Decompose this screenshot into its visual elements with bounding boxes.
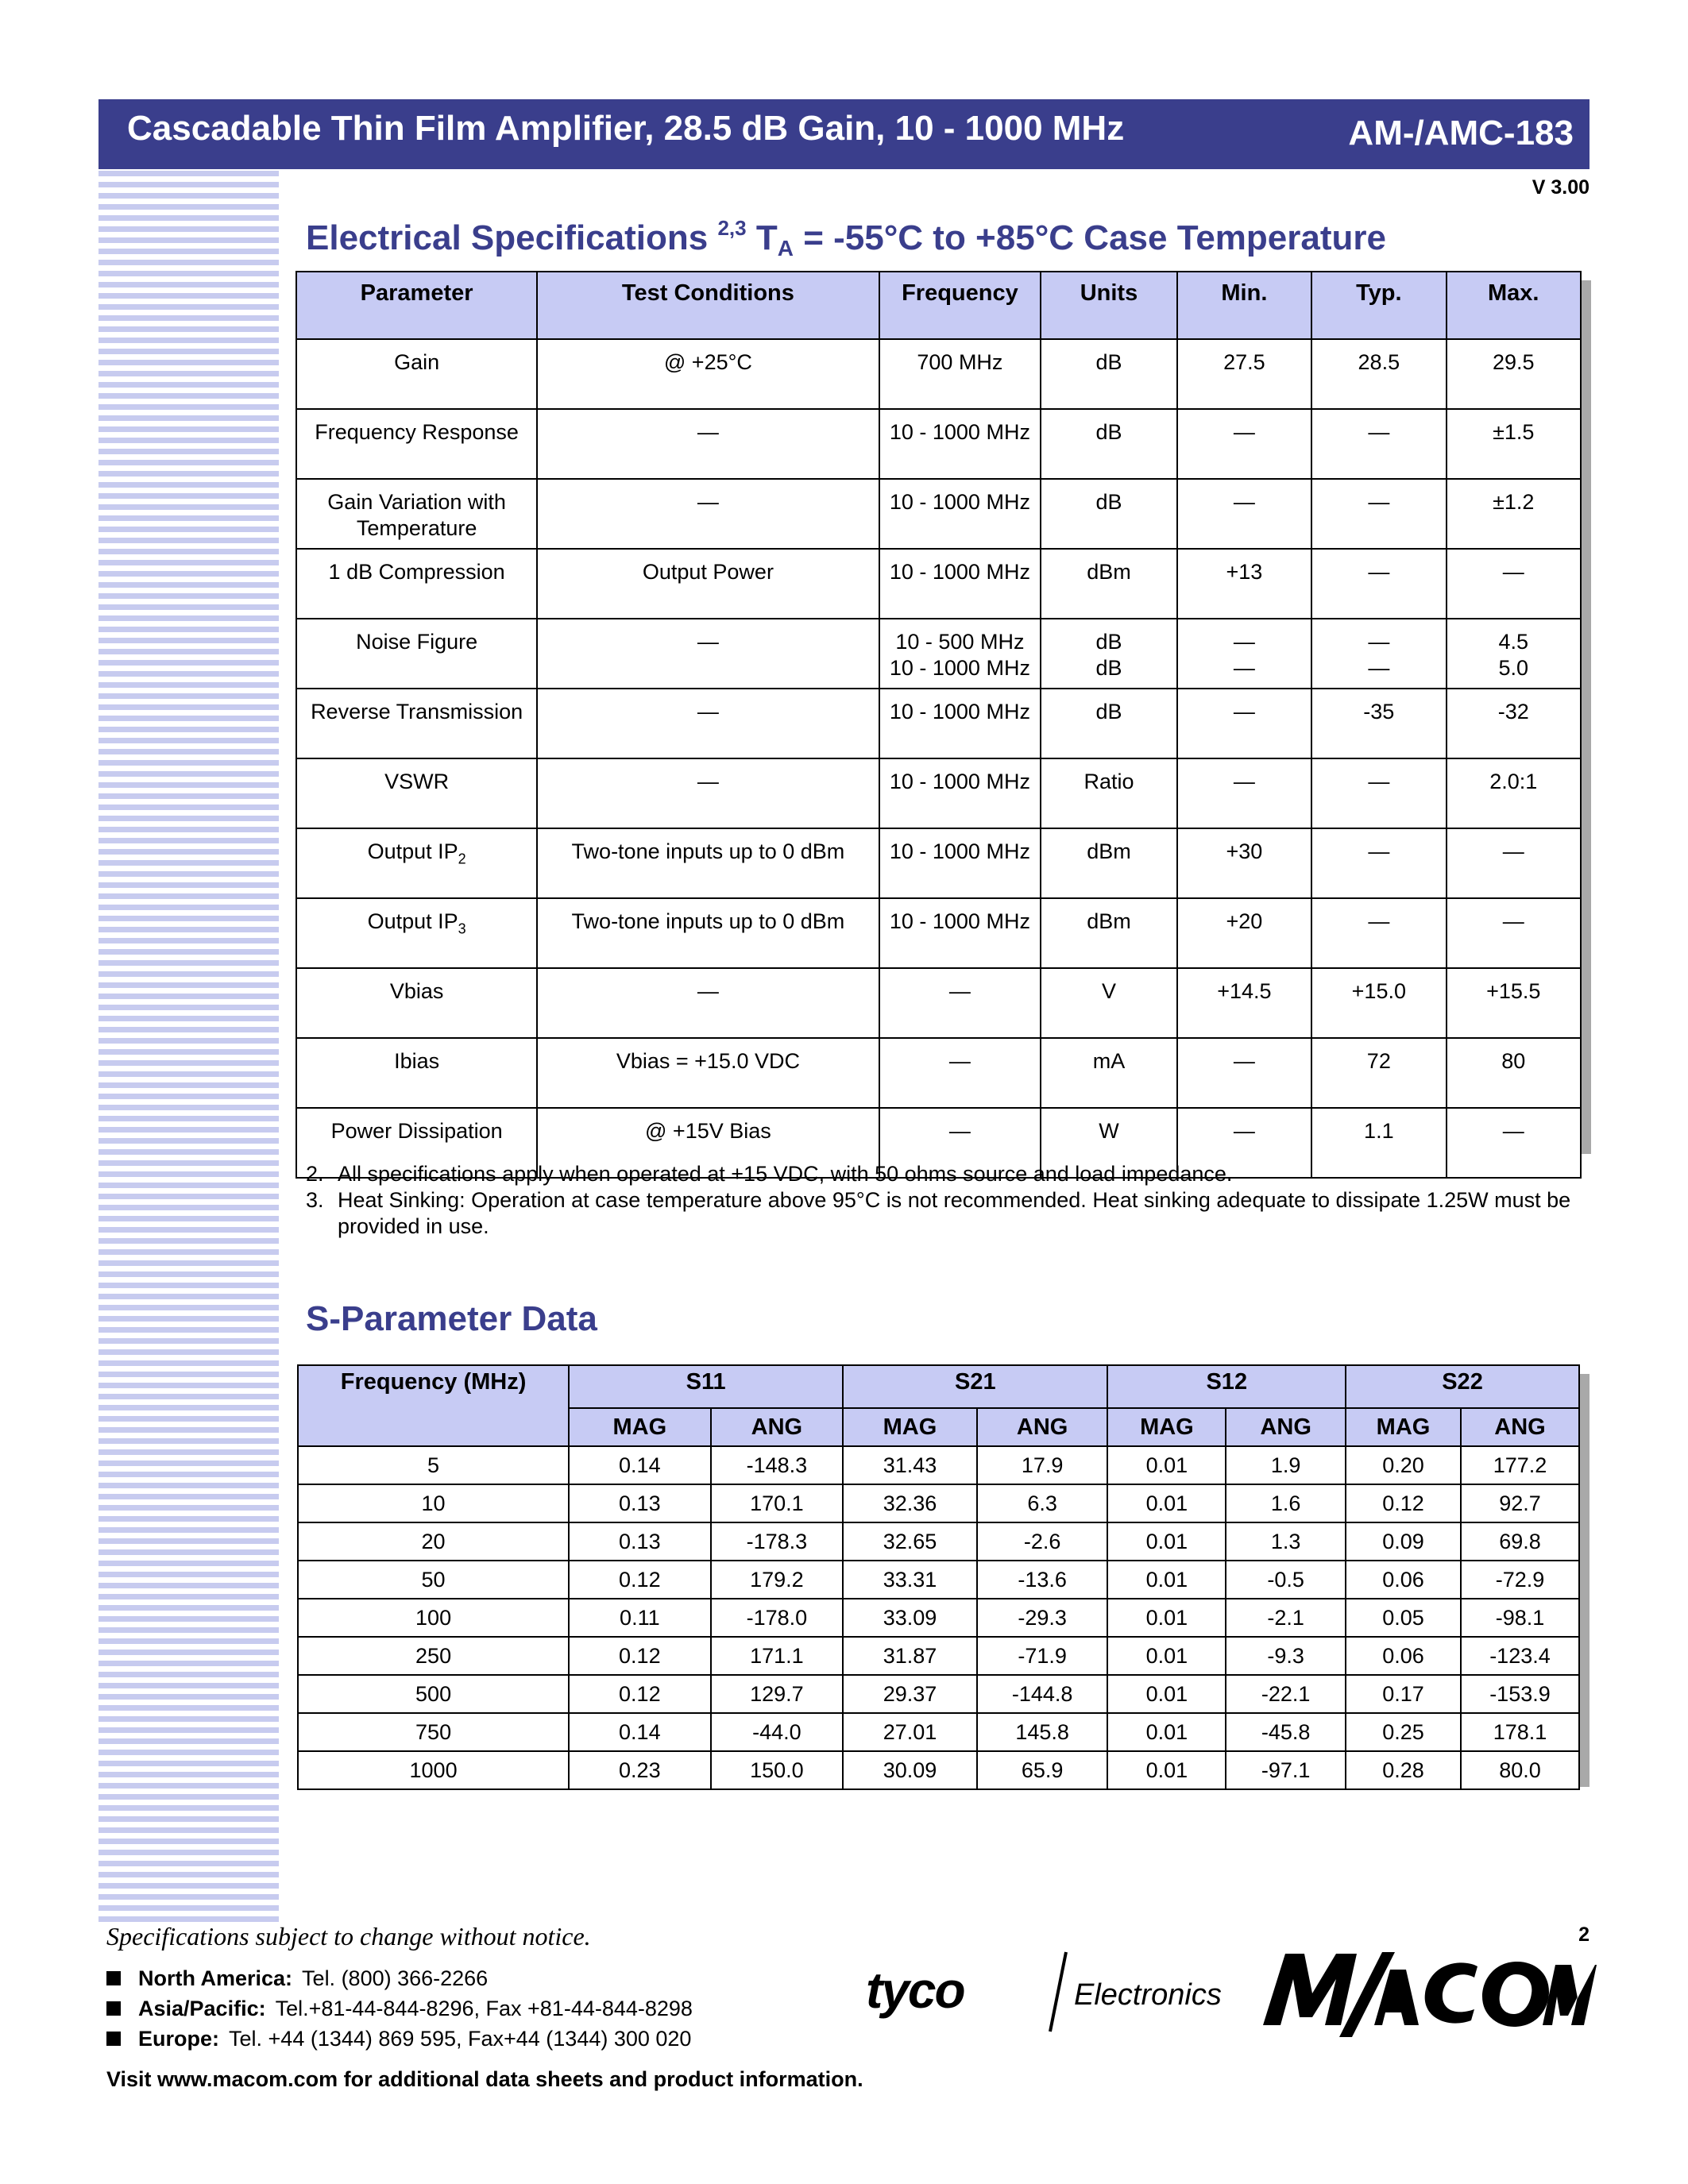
sparam-cell: 177.2 bbox=[1461, 1446, 1579, 1484]
col-header-mag: MAG bbox=[843, 1408, 977, 1446]
sparam-cell: 0.01 bbox=[1107, 1751, 1226, 1789]
sparam-cell: 179.2 bbox=[711, 1561, 844, 1599]
col-header-mag: MAG bbox=[1346, 1408, 1461, 1446]
table-row bbox=[298, 1599, 1579, 1637]
frequency-cell: 250 bbox=[298, 1637, 569, 1675]
table-row: Power Dissipation @ +15V Bias — W — 1.1 — bbox=[296, 1108, 1581, 1178]
col-header-typ: Typ. bbox=[1311, 272, 1446, 339]
col-header-mag: MAG bbox=[1107, 1408, 1226, 1446]
page-number: 2 bbox=[1578, 1924, 1590, 1946]
electrical-spec-title: Electrical Specifications $^{2,3}$ $T_A = -55^\circ C$ to +85°C Case Temperature bbox=[306, 216, 1386, 260]
table-row: VSWR — 10 - 1000 MHz Ratio — — 2.0:1 bbox=[296, 758, 1581, 828]
sparam-cell: 27.01 bbox=[843, 1713, 977, 1751]
col-header-ang: ANG bbox=[1226, 1408, 1346, 1446]
col-header-min: Min. bbox=[1177, 272, 1311, 339]
sparam-cell: -2.1 bbox=[1226, 1599, 1346, 1637]
sparam-cell: -29.3 bbox=[977, 1599, 1108, 1637]
sparam-cell: -98.1 bbox=[1461, 1599, 1579, 1637]
sparam-cell: 29.37 bbox=[843, 1675, 977, 1713]
sparam-cell: 0.12 bbox=[569, 1637, 710, 1675]
sparam-table-body bbox=[298, 1446, 1579, 1789]
frequency-cell: 50 bbox=[298, 1561, 569, 1599]
sparam-cell: 0.01 bbox=[1107, 1599, 1226, 1637]
contact-list bbox=[106, 1963, 693, 2054]
table-row bbox=[298, 1561, 1579, 1599]
sparam-cell: 0.01 bbox=[1107, 1561, 1226, 1599]
sparam-cell: 0.12 bbox=[569, 1561, 710, 1599]
part-number: AM-/AMC-183 bbox=[1348, 114, 1574, 152]
table-row: Gain @ +25°C 700 MHz dB 27.5 28.5 29.5 bbox=[296, 339, 1581, 409]
sparam-cell: 0.17 bbox=[1346, 1675, 1461, 1713]
sparam-cell: 0.12 bbox=[569, 1675, 710, 1713]
footnote: 2. All specifications apply when operated at +15 VDC, with 50 ohms source and load impedance. bbox=[306, 1162, 1233, 1186]
sparam-cell: -178.0 bbox=[711, 1599, 844, 1637]
table-row: Reverse Transmission — 10 - 1000 MHz dB — -35 -32 bbox=[296, 689, 1581, 758]
col-header-max: Max. bbox=[1447, 272, 1581, 339]
table-row: Vbias — — V +14.5 +15.0 +15.5 bbox=[296, 968, 1581, 1038]
frequency-cell: 5 bbox=[298, 1446, 569, 1484]
sparam-cell: -13.6 bbox=[977, 1561, 1108, 1599]
sparam-cell: -123.4 bbox=[1461, 1637, 1579, 1675]
sparam-cell: 30.09 bbox=[843, 1751, 977, 1789]
frequency-cell: 750 bbox=[298, 1713, 569, 1751]
sparam-cell: -153.9 bbox=[1461, 1675, 1579, 1713]
sparam-cell: -44.0 bbox=[711, 1713, 844, 1751]
sparam-cell: 33.09 bbox=[843, 1599, 977, 1637]
footnote-ref: 2,3 bbox=[717, 216, 747, 240]
sparam-table bbox=[297, 1364, 1580, 1790]
contact-item: North America: Tel. (800) 366-2266 bbox=[106, 1963, 693, 1993]
svg-text:tyco: tyco bbox=[866, 1962, 964, 2019]
visit-website-text: Visit www.macom.com for additional data sheets and product information. bbox=[106, 2067, 863, 2091]
sparam-cell: 1.3 bbox=[1226, 1522, 1346, 1561]
table-row: Output $IP_2$ Two-tone inputs up to 0 dBm 10 - 1000 MHz dBm +30 — — bbox=[296, 828, 1581, 898]
col-header-ang: ANG bbox=[977, 1408, 1108, 1446]
col-header-ang: ANG bbox=[1461, 1408, 1579, 1446]
sparam-cell: -178.3 bbox=[711, 1522, 844, 1561]
sparam-cell: 150.0 bbox=[711, 1751, 844, 1789]
sparam-cell: 31.43 bbox=[843, 1446, 977, 1484]
sparam-cell: 32.36 bbox=[843, 1484, 977, 1522]
sparam-cell: 170.1 bbox=[711, 1484, 844, 1522]
sparam-cell: 0.06 bbox=[1346, 1561, 1461, 1599]
table-row: Frequency Response — 10 - 1000 MHz dB — — ±1.5 bbox=[296, 409, 1581, 479]
frequency-cell: 500 bbox=[298, 1675, 569, 1713]
sparam-cell: 1.9 bbox=[1226, 1446, 1346, 1484]
bullet-icon bbox=[106, 2001, 121, 2016]
frequency-cell: 100 bbox=[298, 1599, 569, 1637]
sparam-title: S-Parameter Data bbox=[306, 1299, 597, 1338]
sparam-cell: 171.1 bbox=[711, 1637, 844, 1675]
contact-item: Asia/Pacific: Tel.+81-44-844-8296, Fax +81-44-844-8298 bbox=[106, 1993, 693, 2024]
tyco-electronics-logo bbox=[866, 1946, 1231, 2041]
col-header-mag: MAG bbox=[569, 1408, 710, 1446]
footnotes bbox=[306, 1161, 1577, 1240]
sparam-cell: -2.6 bbox=[977, 1522, 1108, 1561]
header-banner bbox=[98, 99, 1590, 169]
sparam-cell: 0.12 bbox=[1346, 1484, 1461, 1522]
bullet-icon bbox=[106, 2032, 121, 2046]
sparam-cell: 0.23 bbox=[569, 1751, 710, 1789]
sparam-cell: -72.9 bbox=[1461, 1561, 1579, 1599]
col-header-test-conditions: Test Conditions bbox=[537, 272, 879, 339]
sparam-cell: 0.06 bbox=[1346, 1637, 1461, 1675]
frequency-cell: 1000 bbox=[298, 1751, 569, 1789]
sparam-cell: -22.1 bbox=[1226, 1675, 1346, 1713]
table-row bbox=[298, 1637, 1579, 1675]
sparam-cell: -71.9 bbox=[977, 1637, 1108, 1675]
col-header-ang: ANG bbox=[711, 1408, 844, 1446]
sparam-cell: 0.11 bbox=[569, 1599, 710, 1637]
sparam-cell: 178.1 bbox=[1461, 1713, 1579, 1751]
table-row bbox=[298, 1522, 1579, 1561]
document-title: Cascadable Thin Film Amplifier, 28.5 dB Gain, 10 - 1000 MHz bbox=[127, 109, 1125, 148]
sparam-cell: 0.01 bbox=[1107, 1675, 1226, 1713]
macom-logo bbox=[1263, 1938, 1597, 2041]
sparam-cell: 145.8 bbox=[977, 1713, 1108, 1751]
table-row bbox=[298, 1751, 1579, 1789]
disclaimer: Specifications subject to change without notice. bbox=[106, 1922, 591, 1951]
table-row bbox=[298, 1446, 1579, 1484]
table-row bbox=[298, 1713, 1579, 1751]
sparam-cell: 31.87 bbox=[843, 1637, 977, 1675]
sparam-cell: -45.8 bbox=[1226, 1713, 1346, 1751]
sparam-cell: 92.7 bbox=[1461, 1484, 1579, 1522]
table-row bbox=[298, 1484, 1579, 1522]
table-row: 1 dB Compression Output Power 10 - 1000 MHz dBm +13 — — bbox=[296, 549, 1581, 619]
col-header-parameter: Parameter bbox=[296, 272, 537, 339]
col-header-frequency: Frequency (MHz) bbox=[298, 1365, 569, 1446]
sparam-cell: 1.6 bbox=[1226, 1484, 1346, 1522]
sparam-cell: -148.3 bbox=[711, 1446, 844, 1484]
sparam-cell: 129.7 bbox=[711, 1675, 844, 1713]
sparam-cell: -9.3 bbox=[1226, 1637, 1346, 1675]
sparam-cell: -0.5 bbox=[1226, 1561, 1346, 1599]
sparam-cell: 0.25 bbox=[1346, 1713, 1461, 1751]
table-row: Gain Variation with Temperature — 10 - 1000 MHz dB — — ±1.2 bbox=[296, 479, 1581, 549]
table-row: Output $IP_3$ Two-tone inputs up to 0 dBm 10 - 1000 MHz dBm +20 — — bbox=[296, 898, 1581, 968]
sparam-cell: 0.13 bbox=[569, 1484, 710, 1522]
frequency-cell: 20 bbox=[298, 1522, 569, 1561]
sparam-cell: 17.9 bbox=[977, 1446, 1108, 1484]
logo-slash bbox=[1050, 1952, 1066, 2032]
sparam-cell: 0.01 bbox=[1107, 1522, 1226, 1561]
decorative-stripes bbox=[98, 171, 279, 1926]
table-row: Noise Figure — 10 - 500 MHz 10 - 1000 MHz dB dB — — — — 4.5 5.0 bbox=[296, 619, 1581, 689]
col-header-units: Units bbox=[1041, 272, 1176, 339]
col-header-s12: S12 bbox=[1107, 1365, 1346, 1408]
sparam-cell: 0.05 bbox=[1346, 1599, 1461, 1637]
table-header-row bbox=[296, 272, 1581, 339]
version-label: V 3.00 bbox=[1532, 176, 1590, 199]
sparam-cell: 0.01 bbox=[1107, 1484, 1226, 1522]
sparam-cell: 6.3 bbox=[977, 1484, 1108, 1522]
svg-text:Electronics: Electronics bbox=[1074, 1978, 1222, 2012]
table-row bbox=[298, 1675, 1579, 1713]
col-header-s22: S22 bbox=[1346, 1365, 1579, 1408]
sparam-cell: 0.01 bbox=[1107, 1446, 1226, 1484]
sparam-cell: -97.1 bbox=[1226, 1751, 1346, 1789]
bullet-icon bbox=[106, 1971, 121, 1985]
frequency-cell: 10 bbox=[298, 1484, 569, 1522]
sparam-cell: 0.01 bbox=[1107, 1713, 1226, 1751]
sparam-cell: 65.9 bbox=[977, 1751, 1108, 1789]
sparam-cell: 69.8 bbox=[1461, 1522, 1579, 1561]
sparam-cell: -144.8 bbox=[977, 1675, 1108, 1713]
sparam-cell: 0.28 bbox=[1346, 1751, 1461, 1789]
sparam-cell: 0.14 bbox=[569, 1446, 710, 1484]
sparam-cell: 0.14 bbox=[569, 1713, 710, 1751]
sparam-cell: 0.20 bbox=[1346, 1446, 1461, 1484]
col-header-s11: S11 bbox=[569, 1365, 843, 1408]
electrical-spec-table bbox=[295, 271, 1582, 1179]
sparam-cell: 33.31 bbox=[843, 1561, 977, 1599]
sparam-cell: 32.65 bbox=[843, 1522, 977, 1561]
table-row: Ibias Vbias = +15.0 VDC — mA — 72 80 bbox=[296, 1038, 1581, 1108]
footnote: 3. Heat Sinking: Operation at case temperature above 95°C is not recommended. Heat sinking adequate to dissipate 1.25W must be provided in use. bbox=[306, 1188, 1571, 1238]
col-header-frequency: Frequency bbox=[879, 272, 1041, 339]
sparam-cell: 80.0 bbox=[1461, 1751, 1579, 1789]
sparam-cell: 0.01 bbox=[1107, 1637, 1226, 1675]
sparam-cell: 0.13 bbox=[569, 1522, 710, 1561]
col-header-s21: S21 bbox=[843, 1365, 1107, 1408]
sparam-cell: 0.09 bbox=[1346, 1522, 1461, 1561]
contact-item: Europe: Tel. +44 (1344) 869 595, Fax+44 (1344) 300 020 bbox=[106, 2024, 693, 2054]
